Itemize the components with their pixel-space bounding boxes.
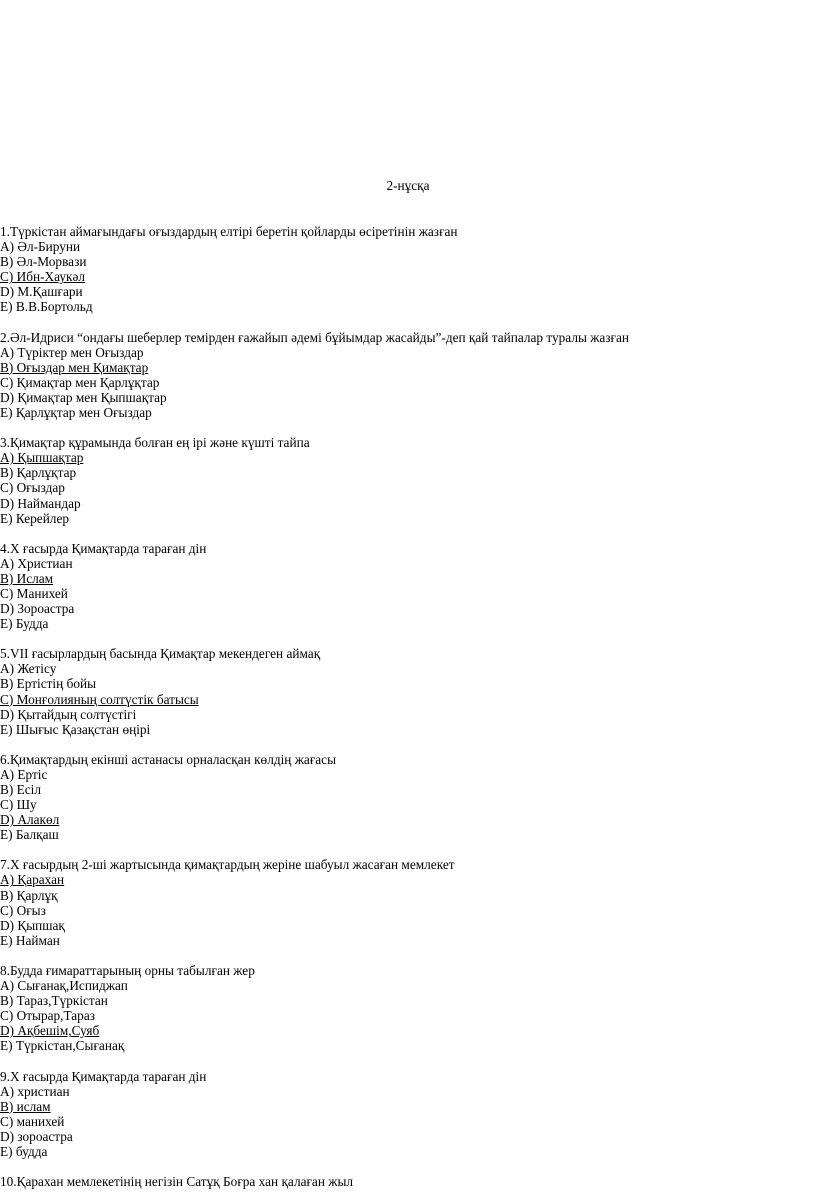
- answer-option-label: A) Жетісу: [0, 661, 57, 677]
- answer-option-label: E) Найман: [0, 932, 60, 948]
- question-block: [0, 1174, 816, 1189]
- question-text: 3.Қимақтар құрамында болған ең ірі және күшті тайпа: [0, 435, 310, 451]
- answer-option: [0, 239, 816, 254]
- answer-option-label: C) Ибн-Хаукәл: [0, 269, 86, 285]
- answer-option-label: B) Ислам: [0, 570, 54, 586]
- answer-option: [0, 782, 816, 797]
- question-block: [0, 435, 816, 526]
- answer-option: [0, 1038, 816, 1053]
- answer-option-label: C) Қимақтар мен Қарлұқтар: [0, 374, 160, 390]
- question-text: 7.Х ғасырдың 2-ші жартысында қимақтардың жеріне шабуыл жасаған мемлекет: [0, 857, 455, 873]
- answer-option-label: B) Тараз,Түркістан: [0, 993, 108, 1009]
- answer-option-label: A) Ертіс: [0, 766, 48, 782]
- answer-option-label: E) будда: [0, 1143, 48, 1159]
- answer-option-label: B) Қарлұқтар: [0, 465, 77, 481]
- answer-option-label: A) Қыпшақтар: [0, 450, 84, 466]
- answer-option: [0, 827, 816, 842]
- answer-option-label: C) Шу: [0, 797, 37, 813]
- answer-option-label: D) Қыпшақ: [0, 917, 65, 933]
- answer-option: [0, 390, 816, 405]
- answer-option-label: B) Әл-Морвази: [0, 254, 87, 270]
- question-list: [0, 224, 816, 1204]
- question-block: [0, 541, 816, 632]
- answer-option-label: C) Отырар,Тараз: [0, 1008, 95, 1024]
- answer-option-correct: [0, 571, 816, 586]
- answer-option-label: A) Түріктер мен Оғыздар: [0, 344, 144, 360]
- answer-option-label: D) Қимақтар мен Қыпшақтар: [0, 389, 167, 405]
- question-block: [0, 330, 816, 421]
- answer-option-label: C) Оғыздар: [0, 480, 65, 496]
- answer-option-correct: [0, 360, 816, 375]
- answer-option: [0, 405, 816, 420]
- question-text: 1.Түркістан аймағындағы оғыздардың елтірі беретін қойларды өсіретінін жазған: [0, 224, 458, 239]
- question-text: 4.Х ғасырда Қимақтарда тараған дін: [0, 540, 207, 556]
- question-text: 8.Будда ғимараттарының орны табылған жер: [0, 962, 255, 978]
- question-block: [0, 857, 816, 948]
- answer-option: [0, 496, 816, 511]
- answer-option: [0, 722, 816, 737]
- answer-option-label: E) Будда: [0, 616, 49, 632]
- answer-option: [0, 511, 816, 526]
- answer-option: [0, 978, 816, 993]
- answer-option-label: B) Есіл: [0, 782, 41, 797]
- answer-option: [0, 676, 816, 691]
- answer-option: [0, 1008, 816, 1023]
- question-block: [0, 646, 816, 737]
- answer-option-label: E) Қарлұқтар мен Оғыздар: [0, 405, 152, 421]
- answer-option-label: A) Қарахан: [0, 872, 65, 888]
- answer-option-label: E) Балқаш: [0, 827, 59, 843]
- answer-option-correct: [0, 269, 816, 284]
- answer-option: [0, 254, 816, 269]
- answer-option: [0, 933, 816, 948]
- answer-option: [0, 480, 816, 495]
- question-text: 10.Қарахан мемлекетінің негізін Сатұқ Боғра хан қалаған жыл: [0, 1174, 354, 1190]
- answer-option-label: A) Сығанақ,Испиджап: [0, 978, 128, 994]
- answer-option-label: D) Наймандар: [0, 495, 81, 511]
- answer-option-label: D) Зороастра: [0, 601, 75, 617]
- answer-option: [0, 767, 816, 782]
- variant-title-text: 2-нұсқа: [386, 178, 430, 193]
- answer-option-label: C) Монғолияның солтүстік батысы: [0, 691, 199, 707]
- answer-option: [0, 601, 816, 616]
- answer-option-label: C) Оғыз: [0, 902, 46, 918]
- answer-option: [0, 375, 816, 390]
- answer-option-correct: [0, 692, 816, 707]
- answer-option: [0, 903, 816, 918]
- answer-option-label: B) Оғыздар мен Қимақтар: [0, 359, 149, 375]
- answer-option-label: E) В.В.Бортольд: [0, 299, 93, 315]
- question-text: 6.Қимақтардың екінші астанасы орналасқан көлдің жағасы: [0, 751, 337, 767]
- answer-option-label: D) Қытайдың солтүстігі: [0, 706, 137, 722]
- answer-option: [0, 1144, 816, 1159]
- answer-option-label: B) Қарлұқ: [0, 887, 58, 903]
- question-text: 2.Әл-Идриси “ондағы шеберлер темірден ғажайып әдемі бұйымдар жасайды”-деп қай тайпалар туралы жазған: [0, 329, 630, 345]
- answer-option-label: A) Христиан: [0, 555, 73, 571]
- answer-option-label: D) Ақбешім,Суяб: [0, 1023, 100, 1039]
- answer-option-correct: [0, 872, 816, 887]
- answer-option: [0, 888, 816, 903]
- answer-option-label: D) М.Қашғари: [0, 284, 83, 300]
- answer-option-label: E) Түркістан,Сығанақ: [0, 1038, 125, 1054]
- answer-option: [0, 1129, 816, 1144]
- answer-option: [0, 299, 816, 314]
- question-block: [0, 224, 816, 315]
- answer-option: [0, 661, 816, 676]
- answer-option-label: D) Алакөл: [0, 812, 60, 828]
- answer-option-label: C) Манихей: [0, 585, 68, 601]
- answer-option: [0, 284, 816, 299]
- answer-option: [0, 1084, 816, 1099]
- answer-option-label: C) манихей: [0, 1113, 65, 1129]
- answer-option-label: D) зороастра: [0, 1128, 73, 1144]
- question-block: [0, 963, 816, 1054]
- answer-option-label: A) Әл-Бируни: [0, 239, 81, 255]
- answer-option: [0, 993, 816, 1008]
- answer-option: [0, 797, 816, 812]
- question-block: [0, 1069, 816, 1160]
- answer-option: [0, 465, 816, 480]
- answer-option-correct: [0, 450, 816, 465]
- answer-option: [0, 345, 816, 360]
- question-block: [0, 752, 816, 843]
- question-text: 9.Х ғасырда Қимақтарда тараған дін: [0, 1068, 207, 1084]
- answer-option-label: B) Ертістің бойы: [0, 676, 97, 692]
- answer-option-correct: [0, 812, 816, 827]
- answer-option-label: B) ислам: [0, 1098, 51, 1114]
- answer-option: [0, 556, 816, 571]
- question-text: 5.VII ғасырлардың басында Қимақтар мекендеген аймақ: [0, 646, 321, 662]
- answer-option-label: E) Керейлер: [0, 510, 69, 526]
- answer-option: [0, 586, 816, 601]
- answer-option: [0, 1114, 816, 1129]
- answer-option-label: A) христиан: [0, 1083, 70, 1099]
- answer-option-label: E) Шығыс Қазақстан өңірі: [0, 721, 151, 737]
- answer-option: [0, 707, 816, 722]
- answer-option: [0, 616, 816, 631]
- answer-option: [0, 918, 816, 933]
- answer-option-correct: [0, 1023, 816, 1038]
- answer-option-correct: [0, 1099, 816, 1114]
- variant-title: [0, 178, 816, 194]
